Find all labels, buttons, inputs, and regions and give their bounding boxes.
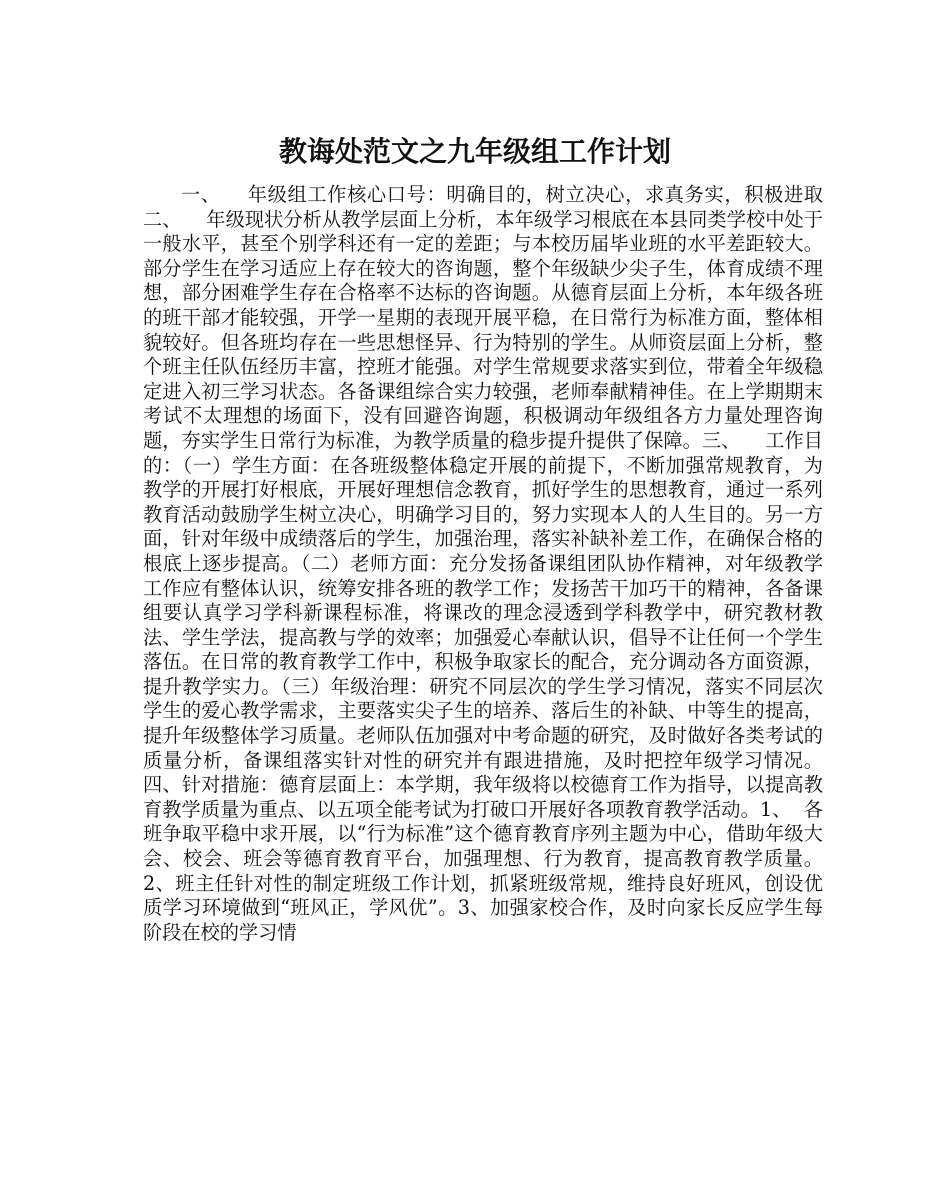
document-title: 教诲处范文之九年级组工作计划 [278,135,671,168]
document-body-paragraph: 一、 年级组工作核心口号：明确目的，树立决心，求真务实，积极进取二、 年级现状分析从教学层面上分析，本年级学习根底在本县同类学校中处于一般水平，甚至个别学科还有一定的差距；与本校历届毕业班的水平差距较大。部分学生在学习适应上存在较大的咨询题，整个年级缺少尖子生，体育成绩不理想，部分困难学生存在合格率不达标的咨询题。从德育层面上分析，本年级各班的班干部才能较强，开学一星期的表现开展平稳，在日常行为标准方面，整体相貌较好。但各班均存在一些思想怪异、行为特别的学生。从师资层面上分析，整个班主任队伍经历丰富，控班才能强。对学生常规要求落实到位，带着全年级稳定进入初三学习状态。各备课组综合实力较强，老师奉献精神佳。在上学期期末考试不太理想的场面下，没有回避咨询题，积极调动年级组各方力量处理咨询题，夯实学生日常行为标准，为教学质量的稳步提升提供了保障。三、 工作目的：（一）学生方面：在各班级整体稳定开展的前提下，不断加强常规教育，为教学的开展打好根底，开展好理想信念教育，抓好学生的思想教育，通过一系列教育活动鼓励学生树立决心，明确学习目的，努力实现本人的人生目的。另一方面，针对年级中成绩落后的学生，加强治理，落实补缺补差工作，在确保合格的根底上逐步提高。（二）老师方面：充分发扬备课组团队协作精神，对年级教学工作应有整体认识，统筹安排各班的教学工作；发扬苦干加巧干的精神，各备课组要认真学习学科新课程标准，将课改的理念浸透到学科教学中，研究教材教法、学生学法，提高教与学的效率；加强爱心奉献认识，倡导不让任何一个学生落伍。在日常的教育教学工作中，积极争取家长的配合，充分调动各方面资源，提升教学实力。（三）年级治理：研究不同层次的学生学习情况，落实不同层次学生的爱心教学需求，主要落实尖子生的培养、落后生的补缺、中等生的提高，提升年级整体学习质量。老师队伍加强对中考命题的研究，及时做好各类考试的质量分析，备课组落实针对性的研究并有跟进措施，及时把控年级学习情况。四、针对措施：德育层面上：本学期，我年级将以校德育工作为指导，以提高教育教学质量为重点、以五项全能考试为打破口开展好各项教育教学活动。1、 各班争取平稳中求开展，以“行为标准”这个德育教育序列主题为中心，借助年级大会、校会、班会等德育教育平台，加强理想、行为教育，提高教育教学质量。2、班主任针对性的制定班级工作计划，抓紧班级常规，维持良好班风，创设优质学习环境做到“班风正，学风优”。3、加强家校合作，及时向家长反应学生每阶段在校的学习情 [143,183,823,944]
